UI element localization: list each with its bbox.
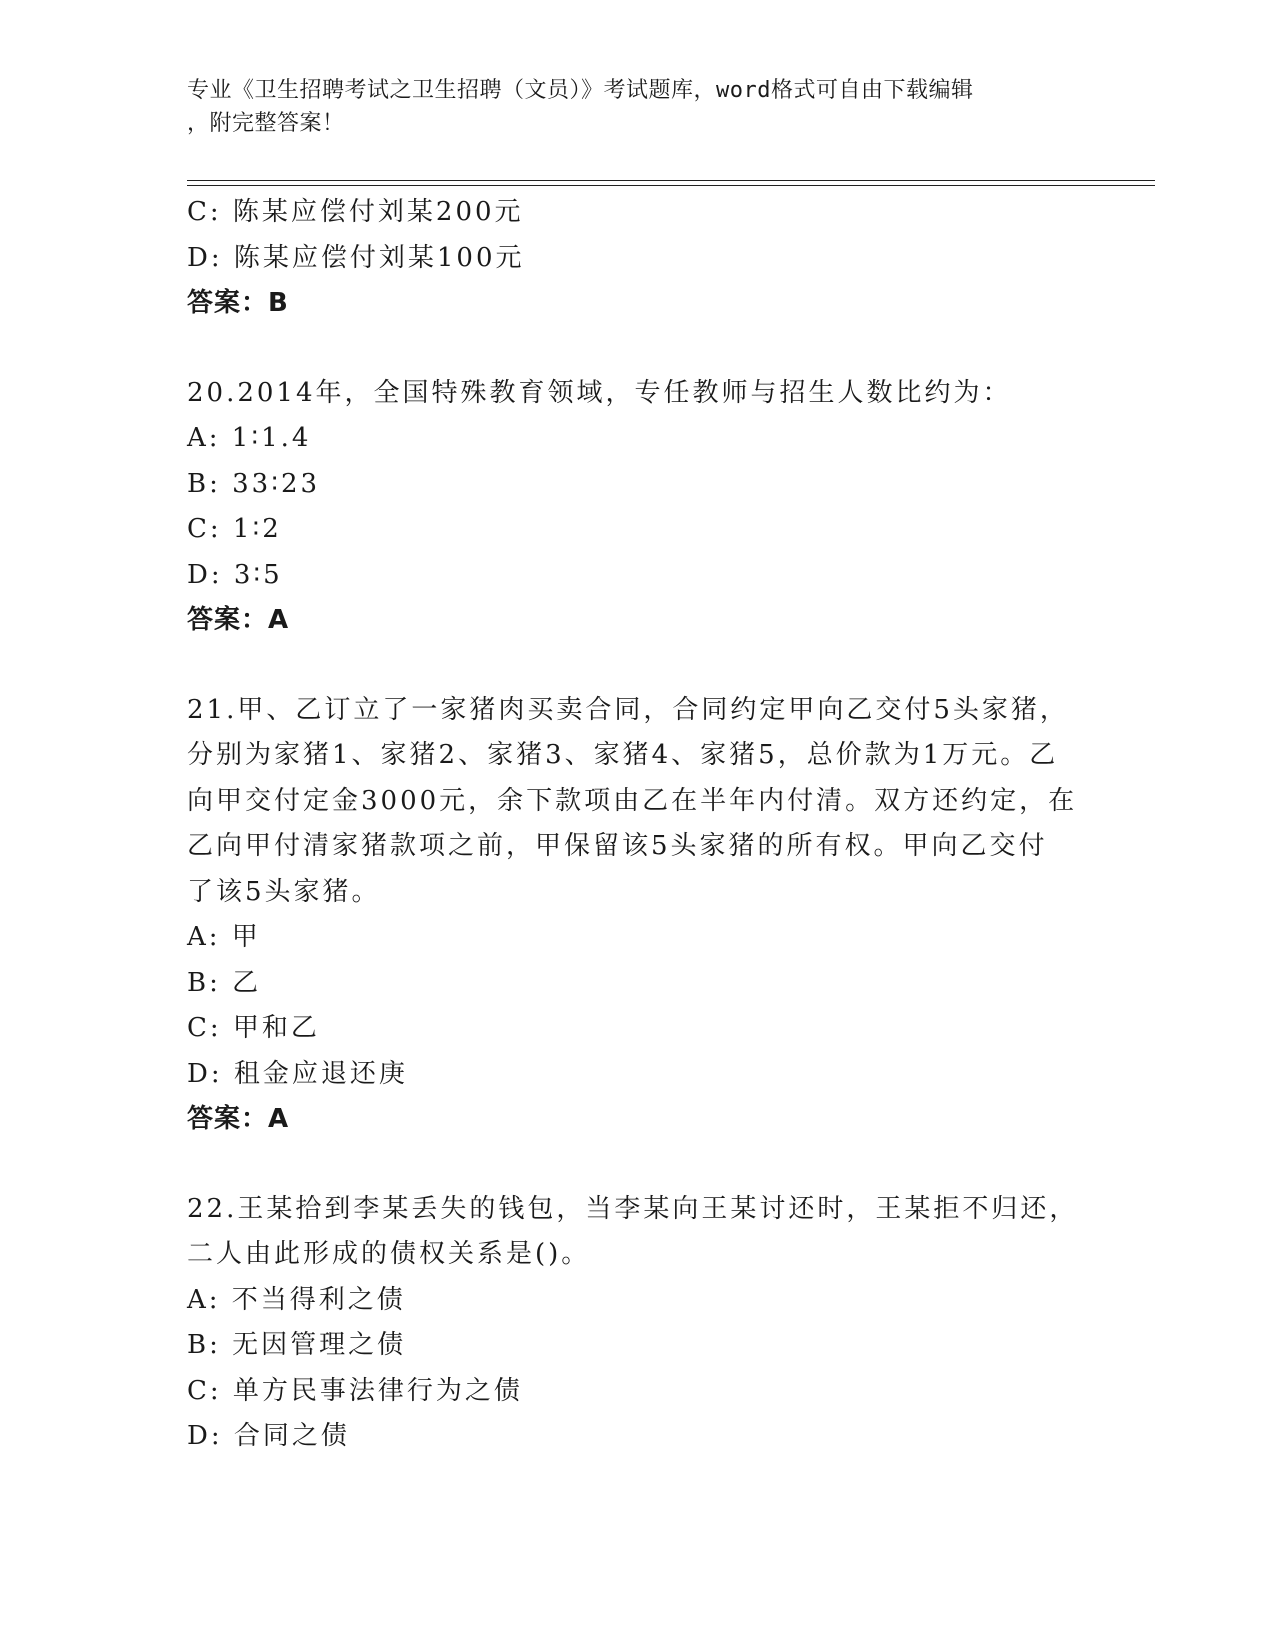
question-block: [187, 688, 1087, 1143]
question-line: 二人由此形成的债权关系是()。: [187, 1239, 591, 1269]
page-header: [187, 74, 1067, 140]
option-line: B: 33∶23: [187, 468, 321, 499]
answer-line: 答案：A: [187, 1104, 290, 1134]
question-block: [187, 371, 1087, 644]
question-line: 向甲交付定金3000元，余下款项由乙在半年内付清。双方还约定，在: [187, 785, 1078, 816]
question-line: 20.2014年，全国特殊教育领域，专任教师与招生人数比约为：: [187, 377, 1012, 408]
header-line-1: 专业《卫生招聘考试之卫生招聘（文员）》考试题库，word格式可自由下载编辑: [187, 78, 974, 103]
question-line: 乙向甲付清家猪款项之前，甲保留该5头家猪的所有权。甲向乙交付: [187, 831, 1048, 861]
header-line-2: ，附完整答案！: [187, 111, 345, 136]
option-line: C: 1∶2: [187, 514, 282, 544]
option-line: B: 乙: [187, 967, 262, 998]
option-line: A: 甲: [187, 922, 261, 952]
answer-line: 答案：A: [187, 605, 290, 635]
option-line: B: 无因管理之债: [187, 1330, 407, 1360]
question-line: 22.王某拾到李某丢失的钱包，当李某向王某讨还时，王某拒不归还，: [187, 1193, 1079, 1224]
option-line: D: 合同之债: [187, 1421, 350, 1451]
spacer: [187, 327, 1087, 371]
question-line: 分别为家猪1、家猪2、家猪3、家猪4、家猪5，总价款为1万元。乙: [187, 740, 1059, 770]
option-line: C: 陈某应偿付刘某200元: [187, 197, 524, 227]
option-line: C: 甲和乙: [187, 1013, 320, 1043]
question-line: 21.甲、乙订立了一家猪肉买卖合同，合同约定甲向乙交付5头家猪，: [187, 694, 1069, 725]
option-line: A: 1∶1.4: [187, 423, 312, 453]
header-rule-top: [187, 180, 1155, 181]
question-content: [187, 190, 1087, 1460]
answer-line: 答案：B: [187, 288, 289, 318]
option-line: D: 陈某应偿付刘某100元: [187, 242, 525, 273]
header-rule-bottom: [187, 185, 1155, 186]
question-line: 了该5头家猪。: [187, 876, 381, 907]
spacer: [187, 1143, 1087, 1187]
option-line: D: 3∶5: [187, 559, 283, 590]
question-block: [187, 190, 1087, 327]
option-line: D: 租金应退还庚: [187, 1058, 408, 1089]
spacer: [187, 644, 1087, 688]
option-line: C: 单方民事法律行为之债: [187, 1375, 523, 1406]
question-block: [187, 1187, 1087, 1460]
option-line: A: 不当得利之债: [187, 1284, 406, 1315]
